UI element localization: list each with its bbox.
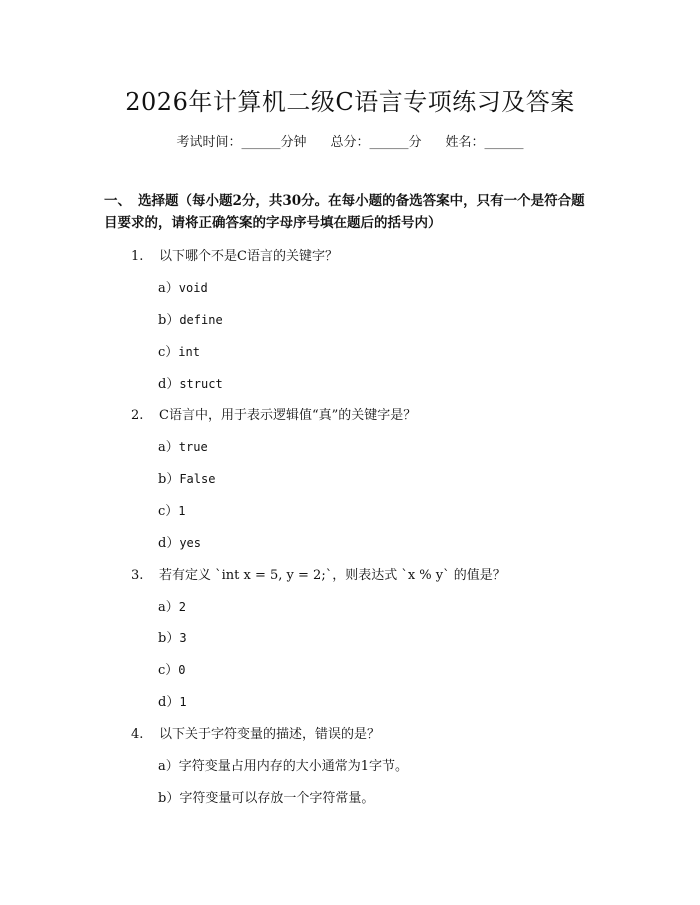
exam-meta (0, 131, 700, 150)
question-3 (131, 564, 506, 583)
question-number: 3. (131, 568, 144, 583)
section-number: 一、 (104, 193, 131, 209)
option-letter: a） (158, 281, 179, 296)
question-text: C语言中，用于表示逻辑值“真”的关键字是？ (159, 408, 417, 423)
option-text: 2 (178, 600, 186, 614)
option-letter: a） (158, 759, 179, 774)
total-score-label: 总分：______分 (330, 135, 422, 150)
option-text: 字符变量占用内存的大小通常为1字节。 (178, 759, 409, 774)
option-text: yes (179, 536, 202, 550)
option-letter: a） (158, 600, 179, 615)
option-text: 0 (178, 663, 186, 677)
option-letter: c） (158, 663, 179, 678)
option-letter: b） (158, 472, 180, 487)
option-letter: b） (158, 631, 180, 646)
option (158, 691, 187, 710)
section-instructions: 选择题（每小题2分，共30分。在每小题的备选答案中，只有一个是符合题目要求的，请将正确答案的字母序号填在题后的括号内） (104, 193, 585, 231)
option-text: struct (179, 377, 223, 391)
student-name-label: 姓名：______ (445, 135, 524, 150)
question-4 (131, 723, 380, 742)
question-text: 若有定义 `int x = 5, y = 2;`，则表达式 `x % y` 的值是？ (159, 568, 506, 583)
question-2 (131, 404, 416, 423)
option-text: 1 (178, 504, 186, 518)
option-text: int (178, 345, 200, 359)
question-1 (131, 245, 338, 264)
question-text: 以下关于字符变量的描述，错误的是？ (159, 727, 381, 742)
option (158, 500, 186, 519)
option (158, 468, 215, 487)
option (158, 755, 408, 774)
option-text: void (178, 281, 208, 295)
option-letter: c） (158, 345, 179, 360)
option-text: 字符变量可以存放一个字符常量。 (179, 791, 375, 806)
section-heading (104, 190, 594, 234)
page-title: 2026年计算机二级C语言专项练习及答案 (125, 88, 575, 116)
question-number: 1. (131, 249, 144, 264)
option (158, 277, 208, 296)
option-letter: d） (158, 695, 180, 710)
option-text: define (179, 313, 223, 327)
option (158, 659, 186, 678)
option-letter: d） (158, 536, 180, 551)
exam-time-label: 考试时间：______分钟 (176, 135, 307, 150)
question-text: 以下哪个不是C语言的关键字？ (159, 249, 338, 264)
option (158, 341, 200, 360)
question-number: 4. (131, 727, 144, 742)
option (158, 787, 374, 806)
option-text: False (179, 472, 216, 486)
option-text: 3 (179, 631, 187, 645)
option-text: true (178, 440, 208, 454)
question-number: 2. (131, 408, 144, 423)
option (158, 532, 201, 551)
option-text: 1 (179, 695, 187, 709)
option-letter: d） (158, 377, 180, 392)
option (158, 596, 186, 615)
option-letter: b） (158, 313, 180, 328)
option-letter: c） (158, 504, 179, 519)
option (158, 309, 223, 328)
option-letter: a） (158, 440, 179, 455)
option (158, 627, 187, 646)
option (158, 373, 223, 392)
option-letter: b） (158, 791, 180, 806)
option (158, 436, 208, 455)
